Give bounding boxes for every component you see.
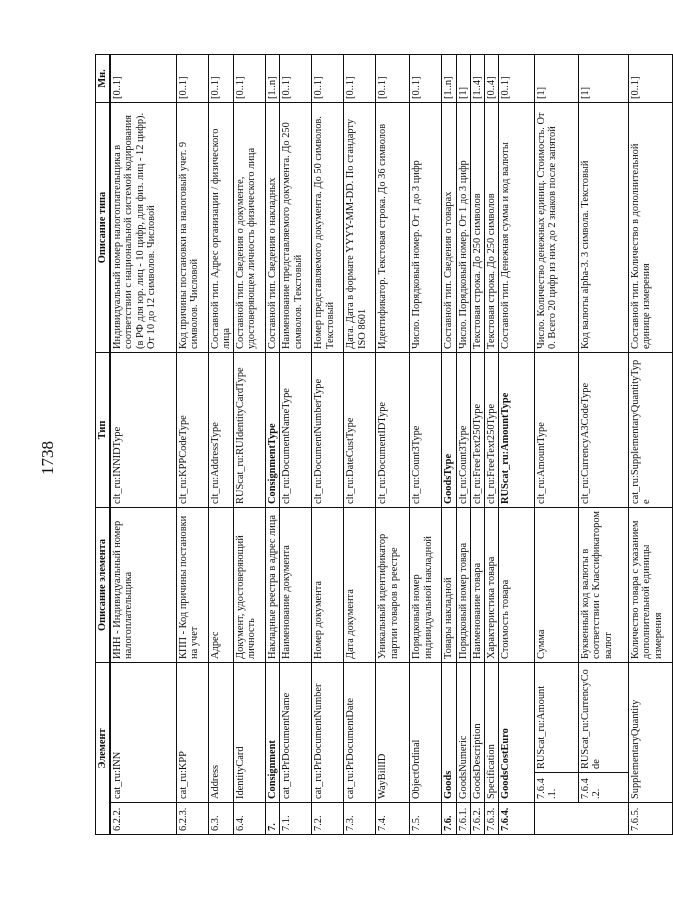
type-description-cell: Идентификатор. Текстовая строка. До 36 символов — [376, 102, 410, 352]
type-description-cell: Число. Порядковый номер. От 1 до 3 цифр — [410, 102, 442, 352]
table-row — [344, 54, 376, 834]
table-row — [208, 54, 233, 834]
type-description-cell: Наименование представляемого документа. До 250 символов. Текстовый — [280, 102, 312, 352]
type-description-cell: Код валюты alpha-3. 3 символа. Текстовый — [579, 102, 629, 352]
number-cell: 7. — [266, 803, 280, 835]
header-type-description: Описание типа — [96, 102, 111, 352]
element-description-cell: Дата документа — [344, 507, 376, 662]
type-description-cell: Текстовая строка. До 250 символов — [484, 102, 498, 352]
type-description-cell: Число. Порядковый номер. От 1 до 3 цифр — [456, 102, 470, 352]
element-cell: Specification — [484, 662, 498, 802]
element-description-cell: ИНН - Индивидуальный номер налогоплательщика — [110, 507, 176, 662]
multiplicity-cell: [0..1] — [208, 54, 233, 102]
element-cell: GoodsCostEuro — [499, 662, 535, 802]
element-cell: RUScat_ru:CurrencyCode — [579, 662, 629, 772]
element-description-cell: Накладные реестра в адрес лица — [266, 507, 280, 662]
number-cell: 7.1. — [280, 803, 312, 835]
element-description-cell: Наименование товара — [470, 507, 484, 662]
element-cell: ObjectOrdinal — [410, 662, 442, 802]
element-cell: IdentityCard — [234, 662, 266, 802]
number-cell: 6.4. — [234, 803, 266, 835]
multiplicity-cell: [1..4] — [470, 54, 484, 102]
element-cell: cat_ru:KPP — [176, 662, 208, 802]
table-row — [535, 54, 579, 834]
table-row — [234, 54, 266, 834]
number-cell: 6.3. — [208, 803, 233, 835]
type-cell: clt_ru:INNIDType — [110, 352, 176, 507]
type-description-cell: Индивидуальный номер налогоплательщика в соответствии с национальной системой кодирования (в РФ для юр. лиц - 10 цифр, для физ. лиц - 12 цифр). От 10 до 12 символов. Числовой — [110, 102, 176, 352]
type-cell: clt_ru:AddressType — [208, 352, 233, 507]
rotated-page — [95, 55, 664, 835]
type-description-cell: Составной тип. Адрес организации / физического лица — [208, 102, 233, 352]
multiplicity-cell: [1] — [456, 54, 470, 102]
number-cell: 7.6.4. — [499, 803, 535, 835]
type-description-cell: Составной тип. Сведения о товарах — [442, 102, 456, 352]
type-description-cell: Номер представляемого документа. До 50 символов. Текстовый — [312, 102, 344, 352]
element-cell: SupplementaryQuantity — [629, 662, 673, 802]
table-row — [499, 54, 535, 834]
multiplicity-cell: [0..1] — [499, 54, 535, 102]
table-row — [376, 54, 410, 834]
multiplicity-cell: [1..n] — [442, 54, 456, 102]
indent-cell — [535, 803, 579, 835]
type-description-cell: Дата. Дата в формате YYYY-MM-DD. По стандарту ISO 8601 — [344, 102, 376, 352]
type-cell: clt_ru:DocumentIDType — [376, 352, 410, 507]
sub-number-cell: 7.6.4.2. — [579, 773, 629, 803]
type-cell: ConsignmentType — [266, 352, 280, 507]
element-description-cell: КПП - Код причины постановки на учет — [176, 507, 208, 662]
multiplicity-cell: [0..1] — [280, 54, 312, 102]
type-cell: clt_ru:KPPCodeType — [176, 352, 208, 507]
element-description-cell: Стоимость товара — [499, 507, 535, 662]
number-cell: 7.6. — [442, 803, 456, 835]
element-description-cell: Количество товара с указанием дополнительной единицы измерения — [629, 507, 673, 662]
type-cell: clt_ru:AmountType — [535, 352, 579, 507]
element-cell: WayBillID — [376, 662, 410, 802]
number-cell: 7.6.1. — [456, 803, 470, 835]
multiplicity-cell: [0..1] — [376, 54, 410, 102]
indent-cell — [579, 803, 629, 835]
element-description-cell: Товары накладной — [442, 507, 456, 662]
element-cell: GoodsNumeric — [456, 662, 470, 802]
element-description-cell: Характеристика товара — [484, 507, 498, 662]
number-cell: 7.2. — [312, 803, 344, 835]
type-description-cell: Составной тип. Сведения о накладных — [266, 102, 280, 352]
table-row — [176, 54, 208, 834]
multiplicity-cell: [0..1] — [234, 54, 266, 102]
element-description-cell: Наименование документа — [280, 507, 312, 662]
element-cell: Goods — [442, 662, 456, 802]
element-cell: cat_ru:PrDocumentNumber — [312, 662, 344, 802]
element-description-cell: Буквенный код валюты в соответствии с Классификатором валют — [579, 507, 629, 662]
number-cell: 7.6.3. — [484, 803, 498, 835]
element-cell: Address — [208, 662, 233, 802]
multiplicity-cell: [0..1] — [176, 54, 208, 102]
specification-table — [95, 54, 673, 835]
multiplicity-cell: [0..1] — [312, 54, 344, 102]
table-row — [312, 54, 344, 834]
header-type: Тип — [96, 352, 111, 507]
multiplicity-cell: [1..n] — [266, 54, 280, 102]
multiplicity-cell: [0..4] — [484, 54, 498, 102]
table-row — [110, 54, 176, 834]
type-cell: clt_ru:DateCustType — [344, 352, 376, 507]
table-row — [266, 54, 280, 834]
number-cell: 6.2.3. — [176, 803, 208, 835]
header-element-description: Описание элемента — [96, 507, 111, 662]
number-cell: 6.2.2. — [110, 803, 176, 835]
number-cell: 7.5. — [410, 803, 442, 835]
element-cell: GoodsDescription — [470, 662, 484, 802]
type-cell: clt_ru:FreeText250Type — [484, 352, 498, 507]
multiplicity-cell: [1] — [579, 54, 629, 102]
table-row — [410, 54, 442, 834]
type-description-cell: Составной тип. Денежная сумма и код валюты — [499, 102, 535, 352]
header-multiplicity: Мн. — [96, 54, 111, 102]
table-row — [470, 54, 484, 834]
type-description-cell: Составной тип. Сведения о документе, удостоверяющем личность физического лица — [234, 102, 266, 352]
multiplicity-cell: [0..1] — [110, 54, 176, 102]
element-cell: cat_ru:INN — [110, 662, 176, 802]
type-description-cell: Число. Количество денежных единиц. Стоимость. От 0. Всего 20 цифр из них до 2 знаков после запятой — [535, 102, 579, 352]
table-row — [442, 54, 456, 834]
type-description-cell: Код причины постановки на налоговый учет. 9 символов. Числовой — [176, 102, 208, 352]
type-cell: clt_ru:Count3Type — [456, 352, 470, 507]
table-body — [110, 54, 672, 834]
table-row — [456, 54, 470, 834]
element-cell: cat_ru:PrDocumentName — [280, 662, 312, 802]
element-cell: RUScat_ru:Amount — [535, 662, 579, 772]
type-cell: clt_ru:FreeText250Type — [470, 352, 484, 507]
table-row — [280, 54, 312, 834]
element-description-cell: Адрес — [208, 507, 233, 662]
type-cell: RUScat_ru:AmountType — [499, 352, 535, 507]
element-description-cell: Документ, удостоверяющий личность — [234, 507, 266, 662]
table-row — [629, 54, 673, 834]
type-description-cell: Текстовая строка. До 250 символов — [470, 102, 484, 352]
element-cell: cat_ru:PrDocumentDate — [344, 662, 376, 802]
multiplicity-cell: [1] — [535, 54, 579, 102]
multiplicity-cell: [0..1] — [410, 54, 442, 102]
multiplicity-cell: [0..1] — [344, 54, 376, 102]
number-cell: 7.4. — [376, 803, 410, 835]
type-cell: GoodsType — [442, 352, 456, 507]
number-cell: 7.6.2. — [470, 803, 484, 835]
element-description-cell: Номер документа — [312, 507, 344, 662]
element-description-cell: Порядковый номер индивидуальной накладной — [410, 507, 442, 662]
type-cell: cat_ru:SupplementaryQuantityType — [629, 352, 673, 507]
type-cell: clt_ru:DocumentNumberType — [312, 352, 344, 507]
number-cell: 7.3. — [344, 803, 376, 835]
element-description-cell: Порядковый номер товара — [456, 507, 470, 662]
type-description-cell: Составной тип. Количество в дополнительной единице измерения — [629, 102, 673, 352]
type-cell: clt_ru:Count3Type — [410, 352, 442, 507]
multiplicity-cell: [0..1] — [629, 54, 673, 102]
table-row — [484, 54, 498, 834]
element-description-cell: Уникальный идентификатор партии товаров в реестре — [376, 507, 410, 662]
type-cell: RUScat_ru:RUIdentityCardType — [234, 352, 266, 507]
element-description-cell: Сумма — [535, 507, 579, 662]
type-cell: clt_ru:CurrencyA3CodeType — [579, 352, 629, 507]
number-cell: 7.6.5. — [629, 803, 673, 835]
page-number: 1738 — [38, 441, 57, 475]
sub-number-cell: 7.6.4.1. — [535, 773, 579, 803]
header-row — [96, 54, 111, 834]
table-row — [579, 54, 629, 834]
type-cell: clt_ru:DocumentNameType — [280, 352, 312, 507]
element-cell: Consignment — [266, 662, 280, 802]
header-element: Элемент — [96, 662, 111, 834]
